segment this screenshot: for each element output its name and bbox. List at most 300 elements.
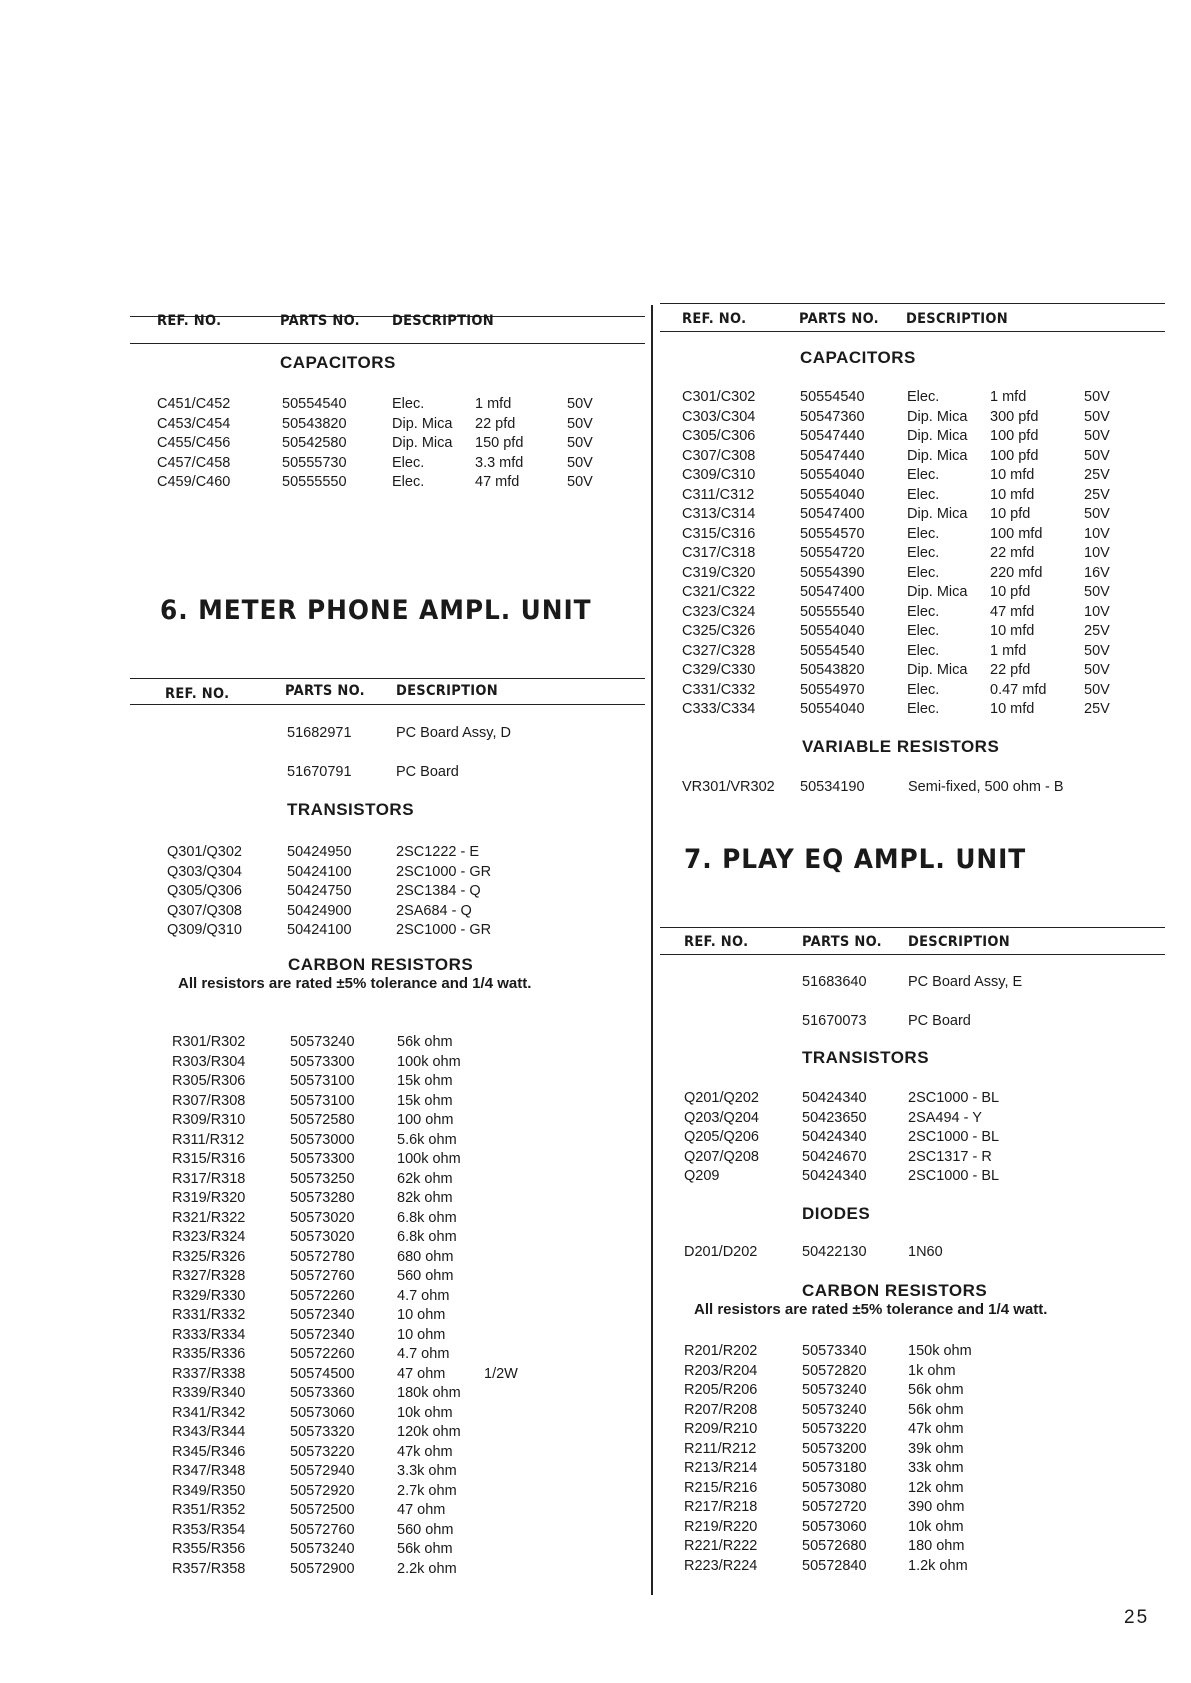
- cell-ref-no: R319/R320: [172, 1190, 246, 1206]
- cell-description: 56k ohm: [908, 1401, 964, 1418]
- cell-ref-no: R223/R224: [684, 1557, 758, 1574]
- cell-description: Semi-fixed, 500 ohm - B: [908, 779, 1064, 795]
- cell-description: 2SC1000 - GR: [396, 863, 492, 880]
- cell-description: 62k ohm: [397, 1170, 453, 1187]
- cell-description: 5.6k ohm: [397, 1131, 457, 1148]
- cell-rating: 25V: [1084, 467, 1110, 483]
- cell-value: 10 mfd: [990, 701, 1035, 717]
- cell-description: Elec.: [907, 623, 940, 639]
- cell-parts-no: 50573300: [290, 1053, 355, 1070]
- cell-ref-no: R307/R308: [172, 1092, 246, 1109]
- cell-parts-no: 50424100: [287, 863, 352, 880]
- col-parts-header: PARTS NO.: [280, 313, 360, 329]
- cell-ref-no: R215/R216: [684, 1479, 758, 1496]
- cell-parts-no: 50547400: [800, 506, 865, 522]
- cell-rating: 50V: [1084, 584, 1110, 600]
- cell-parts-no: 51682971: [287, 725, 352, 741]
- cell-ref-no: VR301/VR302: [682, 779, 775, 795]
- cell-value: 1 mfd: [990, 389, 1027, 405]
- cell-rating: 25V: [1084, 623, 1110, 639]
- cell-description: 6.8k ohm: [397, 1229, 457, 1245]
- cell-ref-no: Q305/Q306: [167, 883, 242, 899]
- cell-ref-no: R351/R352: [172, 1502, 246, 1518]
- cell-parts-no: 50554540: [800, 642, 865, 659]
- cell-value: 0.47 mfd: [990, 681, 1047, 698]
- header-rule-top: [660, 303, 1165, 304]
- cell-ref-no: R203/R204: [684, 1362, 758, 1379]
- cell-ref-no: R325/R326: [172, 1248, 246, 1265]
- cell-description: 47k ohm: [908, 1421, 964, 1437]
- cell-value: 10 pfd: [990, 584, 1031, 600]
- cell-parts-no: 50573220: [802, 1421, 867, 1437]
- cell-description: 4.7 ohm: [397, 1287, 450, 1304]
- cell-value: 1 mfd: [990, 642, 1027, 659]
- cell-parts-no: 50542580: [282, 435, 347, 451]
- capacitors-heading: CAPACITORS: [800, 348, 916, 367]
- cell-parts-no: 50573320: [290, 1424, 355, 1440]
- cell-description: 2SC1317 - R: [908, 1148, 992, 1165]
- cell-parts-no: 50424340: [802, 1129, 867, 1145]
- cell-ref-no: C329/C330: [682, 662, 756, 678]
- cell-ref-no: C305/C306: [682, 428, 756, 444]
- cell-description: Dip. Mica: [907, 506, 968, 522]
- cell-ref-no: R323/R324: [172, 1229, 246, 1245]
- cell-ref-no: R221/R222: [684, 1538, 758, 1554]
- cell-parts-no: 50422130: [802, 1244, 867, 1260]
- cell-parts-no: 50573300: [290, 1151, 355, 1167]
- cell-description: Elec.: [907, 642, 940, 659]
- cell-description: Dip. Mica: [907, 408, 968, 425]
- cell-description: PC Board: [908, 1013, 971, 1029]
- diodes-heading: DIODES: [802, 1204, 871, 1223]
- cell-rating: 10V: [1084, 603, 1110, 620]
- cell-description: 680 ohm: [397, 1248, 454, 1265]
- cell-description: PC Board Assy, E: [908, 974, 1023, 990]
- cell-description: 100k ohm: [397, 1053, 461, 1070]
- cell-parts-no: 50573240: [802, 1382, 867, 1398]
- cell-description: Elec.: [392, 396, 425, 412]
- cell-parts-no: 50573000: [290, 1131, 355, 1148]
- cell-ref-no: R331/R332: [172, 1307, 246, 1323]
- cell-ref-no: Q203/Q204: [684, 1109, 759, 1126]
- cell-rating: 25V: [1084, 701, 1110, 717]
- cell-ref-no: C455/C456: [157, 435, 231, 451]
- cell-description: 33k ohm: [908, 1460, 964, 1476]
- cell-ref-no: R321/R322: [172, 1209, 246, 1226]
- cell-ref-no: C309/C310: [682, 467, 756, 483]
- cell-description: 39k ohm: [908, 1440, 964, 1457]
- cell-ref-no: R345/R346: [172, 1443, 246, 1460]
- cell-description: Elec.: [907, 486, 940, 503]
- cell-description: 10 ohm: [397, 1326, 446, 1343]
- cell-rating: 50V: [567, 474, 593, 490]
- cell-rating: 50V: [1084, 408, 1110, 425]
- col-parts-header: PARTS NO.: [799, 311, 879, 327]
- cell-ref-no: C301/C302: [682, 389, 756, 405]
- cell-ref-no: C307/C308: [682, 447, 756, 464]
- cell-description: 47k ohm: [397, 1443, 453, 1460]
- cell-ref-no: R213/R214: [684, 1460, 758, 1476]
- cell-ref-no: C451/C452: [157, 396, 231, 412]
- cell-parts-no: 50574500: [290, 1365, 355, 1382]
- cell-description: 12k ohm: [908, 1479, 964, 1496]
- cell-ref-no: R353/R354: [172, 1521, 246, 1538]
- col-desc-header: DESCRIPTION: [396, 683, 498, 699]
- cell-description: 6.8k ohm: [397, 1209, 457, 1226]
- cell-description: 2.7k ohm: [397, 1482, 457, 1499]
- cell-rating: 10V: [1084, 525, 1110, 542]
- cell-rating: 50V: [567, 415, 593, 432]
- cell-parts-no: 50572260: [290, 1346, 355, 1362]
- cell-value: 220 mfd: [990, 564, 1043, 581]
- cell-parts-no: 50573060: [290, 1404, 355, 1421]
- cell-description: Dip. Mica: [907, 662, 968, 678]
- cell-description: 56k ohm: [397, 1541, 453, 1557]
- cell-parts-no: 50543820: [282, 415, 347, 432]
- cell-description: Elec.: [392, 474, 425, 490]
- cell-description: 10k ohm: [908, 1518, 964, 1535]
- resistors-note: All resistors are rated ±5% tolerance and 1/4 watt.: [178, 975, 532, 992]
- cell-description: 390 ohm: [908, 1499, 965, 1515]
- cell-description: 2SC1000 - BL: [908, 1129, 1000, 1145]
- cell-parts-no: 50572840: [802, 1557, 867, 1574]
- cell-parts-no: 50424100: [287, 922, 352, 938]
- cell-description: 560 ohm: [397, 1268, 454, 1284]
- section-title: 7. PLAY EQ AMPL. UNIT: [684, 844, 1027, 875]
- cell-rating: 50V: [1084, 428, 1110, 444]
- cell-description: 56k ohm: [908, 1382, 964, 1398]
- cell-parts-no: 50547360: [800, 408, 865, 425]
- cell-parts-no: 50554540: [282, 396, 347, 412]
- cell-value: 22 pfd: [475, 415, 516, 432]
- cell-value: 100 pfd: [990, 447, 1039, 464]
- header-rule-top: [130, 678, 645, 679]
- cell-ref-no: C325/C326: [682, 623, 756, 639]
- cell-parts-no: 50555550: [282, 474, 347, 490]
- cell-ref-no: R201/R202: [684, 1343, 758, 1359]
- cell-ref-no: Q207/Q208: [684, 1148, 759, 1165]
- cell-parts-no: 50573340: [802, 1343, 867, 1359]
- cell-parts-no: 50554040: [800, 467, 865, 483]
- cell-value: 150 pfd: [475, 435, 524, 451]
- cell-value: 300 pfd: [990, 408, 1039, 425]
- cell-rating: 50V: [1084, 642, 1110, 659]
- cell-ref-no: R357/R358: [172, 1560, 246, 1577]
- cell-ref-no: R341/R342: [172, 1404, 246, 1421]
- cell-ref-no: C313/C314: [682, 506, 756, 522]
- cell-ref-no: R309/R310: [172, 1112, 246, 1128]
- cell-description: 15k ohm: [397, 1092, 453, 1109]
- cell-ref-no: R301/R302: [172, 1034, 246, 1050]
- cell-value: 22 pfd: [990, 662, 1031, 678]
- cell-parts-no: 50572760: [290, 1268, 355, 1284]
- cell-parts-no: 50423650: [802, 1109, 867, 1126]
- cell-description: Dip. Mica: [907, 447, 968, 464]
- cell-parts-no: 50572500: [290, 1502, 355, 1518]
- cell-value: 47 mfd: [990, 603, 1035, 620]
- col-desc-header: DESCRIPTION: [906, 311, 1008, 327]
- cell-description: Elec.: [907, 603, 940, 620]
- cell-value: 10 mfd: [990, 486, 1035, 503]
- cell-description: 82k ohm: [397, 1190, 453, 1206]
- cell-ref-no: C459/C460: [157, 474, 231, 490]
- cell-parts-no: 50554390: [800, 564, 865, 581]
- cell-ref-no: C317/C318: [682, 545, 756, 561]
- cell-rating: 10V: [1084, 545, 1110, 561]
- cell-description: Elec.: [907, 467, 940, 483]
- cell-rating: 25V: [1084, 486, 1110, 503]
- cell-rating: 50V: [1084, 389, 1110, 405]
- cell-ref-no: R217/R218: [684, 1499, 758, 1515]
- capacitors-heading: CAPACITORS: [280, 353, 396, 372]
- cell-ref-no: Q209: [684, 1168, 720, 1184]
- cell-description: 2SA684 - Q: [396, 902, 472, 919]
- cell-ref-no: R219/R220: [684, 1518, 758, 1535]
- col-ref-header: REF. NO.: [682, 311, 747, 327]
- header-rule-bottom: [660, 954, 1165, 955]
- cell-parts-no: 50554040: [800, 486, 865, 503]
- cell-value: 100 pfd: [990, 428, 1039, 444]
- cell-parts-no: 50547440: [800, 428, 865, 444]
- cell-description: 150k ohm: [908, 1343, 972, 1359]
- cell-description: Elec.: [907, 681, 940, 698]
- cell-ref-no: C303/C304: [682, 408, 756, 425]
- cell-parts-no: 50534190: [800, 779, 865, 795]
- cell-description: 2.2k ohm: [397, 1560, 457, 1577]
- cell-ref-no: C311/C312: [682, 486, 755, 503]
- cell-description: PC Board Assy, D: [396, 725, 511, 741]
- col-ref-header: REF. NO.: [157, 313, 222, 329]
- cell-parts-no: 50573240: [290, 1541, 355, 1557]
- cell-description: 3.3k ohm: [397, 1463, 457, 1479]
- cell-parts-no: 50573240: [290, 1034, 355, 1050]
- cell-ref-no: C321/C322: [682, 584, 756, 600]
- cell-ref-no: R205/R206: [684, 1382, 758, 1398]
- cell-parts-no: 50572920: [290, 1482, 355, 1499]
- cell-parts-no: 50572820: [802, 1362, 867, 1379]
- cell-ref-no: C333/C334: [682, 701, 756, 717]
- cell-ref-no: C457/C458: [157, 454, 231, 471]
- cell-parts-no: 50555540: [800, 603, 865, 620]
- cell-parts-no: 50554040: [800, 701, 865, 717]
- cell-parts-no: 51670073: [802, 1013, 867, 1029]
- cell-value: 10 pfd: [990, 506, 1031, 522]
- cell-ref-no: C315/C316: [682, 525, 756, 542]
- cell-parts-no: 50573360: [290, 1385, 355, 1401]
- cell-value: 10 mfd: [990, 623, 1035, 639]
- col-desc-header: DESCRIPTION: [908, 934, 1010, 950]
- cell-parts-no: 51683640: [802, 974, 867, 990]
- cell-ref-no: R333/R334: [172, 1326, 246, 1343]
- cell-description: 560 ohm: [397, 1521, 454, 1538]
- resistors-note: All resistors are rated ±5% tolerance and 1/4 watt.: [694, 1301, 1048, 1318]
- cell-parts-no: 50547440: [800, 447, 865, 464]
- cell-rating: 50V: [1084, 662, 1110, 678]
- cell-parts-no: 50573060: [802, 1518, 867, 1535]
- cell-ref-no: R355/R356: [172, 1541, 246, 1557]
- cell-ref-no: R303/R304: [172, 1053, 246, 1070]
- cell-rating: 50V: [1084, 681, 1110, 698]
- cell-ref-no: R315/R316: [172, 1151, 246, 1167]
- cell-parts-no: 50424950: [287, 844, 352, 860]
- cell-parts-no: 50424670: [802, 1148, 867, 1165]
- cell-parts-no: 50573200: [802, 1440, 867, 1457]
- variable-resistors-heading: VARIABLE RESISTORS: [802, 737, 1000, 756]
- cell-parts-no: 50555730: [282, 454, 347, 471]
- cell-parts-no: 50573100: [290, 1073, 355, 1089]
- cell-description: Elec.: [907, 545, 940, 561]
- cell-parts-no: 50554570: [800, 525, 865, 542]
- transistors-heading: TRANSISTORS: [802, 1048, 930, 1067]
- cell-description: 2SC1000 - GR: [396, 922, 492, 938]
- col-parts-header: PARTS NO.: [802, 934, 882, 950]
- cell-parts-no: 50572340: [290, 1307, 355, 1323]
- cell-ref-no: R311/R312: [172, 1131, 245, 1148]
- cell-parts-no: 50554040: [800, 623, 865, 639]
- cell-description: Elec.: [907, 564, 940, 581]
- cell-ref-no: R335/R336: [172, 1346, 246, 1362]
- cell-parts-no: 50424750: [287, 883, 352, 899]
- page-number: 25: [1124, 1607, 1150, 1628]
- cell-description: 180k ohm: [397, 1385, 461, 1401]
- cell-value: 1 mfd: [475, 396, 512, 412]
- cell-parts-no: 50572940: [290, 1463, 355, 1479]
- cell-ref-no: R305/R306: [172, 1073, 246, 1089]
- cell-parts-no: 50572580: [290, 1112, 355, 1128]
- cell-parts-no: 50573180: [802, 1460, 867, 1476]
- cell-parts-no: 50573240: [802, 1401, 867, 1418]
- cell-description: 1k ohm: [908, 1362, 956, 1379]
- cell-ref-no: C453/C454: [157, 415, 231, 432]
- cell-parts-no: 50543820: [800, 662, 865, 678]
- cell-description: 47 ohm: [397, 1502, 446, 1518]
- cell-description: 2SC1000 - BL: [908, 1168, 1000, 1184]
- header-rule-bottom: [130, 343, 645, 344]
- cell-parts-no: 50573020: [290, 1209, 355, 1226]
- cell-ref-no: R211/R212: [684, 1440, 757, 1457]
- cell-parts-no: 50547400: [800, 584, 865, 600]
- cell-ref-no: R329/R330: [172, 1287, 246, 1304]
- cell-ref-no: Q201/Q202: [684, 1090, 759, 1106]
- cell-parts-no: 50424340: [802, 1168, 867, 1184]
- cell-ref-no: C323/C324: [682, 603, 756, 620]
- cell-parts-no: 50573220: [290, 1443, 355, 1460]
- section-title: 6. METER PHONE AMPL. UNIT: [160, 595, 592, 626]
- cell-parts-no: 50573250: [290, 1170, 355, 1187]
- cell-description: Dip. Mica: [392, 435, 453, 451]
- cell-description: 1N60: [908, 1244, 943, 1260]
- cell-value: 22 mfd: [990, 545, 1035, 561]
- cell-value: 3.3 mfd: [475, 454, 524, 471]
- cell-value: 100 mfd: [990, 525, 1043, 542]
- cell-ref-no: R349/R350: [172, 1482, 246, 1499]
- cell-description: 180 ohm: [908, 1538, 965, 1554]
- cell-ref-no: R207/R208: [684, 1401, 758, 1418]
- cell-parts-no: 50572260: [290, 1287, 355, 1304]
- cell-description: 2SA494 - Y: [908, 1109, 982, 1126]
- cell-description: Dip. Mica: [907, 584, 968, 600]
- cell-ref-no: Q309/Q310: [167, 922, 242, 938]
- col-parts-header: PARTS NO.: [285, 683, 365, 699]
- cell-rating: 50V: [1084, 506, 1110, 522]
- cell-description: 2SC1000 - BL: [908, 1090, 1000, 1106]
- cell-description: 2SC1384 - Q: [396, 883, 481, 899]
- cell-ref-no: C331/C332: [682, 681, 756, 698]
- cell-parts-no: 50573280: [290, 1190, 355, 1206]
- cell-value: 47 mfd: [475, 474, 520, 490]
- cell-ref-no: D201/D202: [684, 1244, 758, 1260]
- cell-description: 56k ohm: [397, 1034, 453, 1050]
- cell-description: Dip. Mica: [907, 428, 968, 444]
- header-rule-top: [660, 927, 1165, 928]
- cell-parts-no: 50573100: [290, 1092, 355, 1109]
- cell-description: 100 ohm: [397, 1112, 454, 1128]
- resistors-heading: CARBON RESISTORS: [288, 955, 474, 974]
- cell-description: 10k ohm: [397, 1404, 453, 1421]
- transistors-heading: TRANSISTORS: [287, 800, 415, 819]
- cell-description: Elec.: [907, 389, 940, 405]
- cell-parts-no: 50424340: [802, 1090, 867, 1106]
- cell-parts-no: 50572720: [802, 1499, 867, 1515]
- cell-ref-no: R347/R348: [172, 1463, 246, 1479]
- cell-description: 47 ohm: [397, 1365, 446, 1382]
- col-ref-header: REF. NO.: [165, 686, 230, 702]
- col-ref-header: REF. NO.: [684, 934, 749, 950]
- cell-description: 1.2k ohm: [908, 1557, 968, 1574]
- cell-description: 100k ohm: [397, 1151, 461, 1167]
- cell-description: 15k ohm: [397, 1073, 453, 1089]
- cell-rating: 50V: [1084, 447, 1110, 464]
- cell-rating: 50V: [567, 435, 593, 451]
- cell-description: PC Board: [396, 763, 459, 780]
- cell-ref-no: Q303/Q304: [167, 863, 242, 880]
- cell-rating: 16V: [1084, 564, 1110, 581]
- cell-ref-no: R337/R338: [172, 1365, 246, 1382]
- cell-value: 10 mfd: [990, 467, 1035, 483]
- cell-parts-no: 50572780: [290, 1248, 355, 1265]
- col-desc-header: DESCRIPTION: [392, 313, 494, 329]
- cell-parts-no: 50573080: [802, 1479, 867, 1496]
- cell-ref-no: R339/R340: [172, 1385, 246, 1401]
- resistors-heading: CARBON RESISTORS: [802, 1281, 988, 1300]
- cell-parts-no: 50554970: [800, 681, 865, 698]
- cell-description: 10 ohm: [397, 1307, 446, 1323]
- cell-rating: 50V: [567, 396, 593, 412]
- cell-ref-no: C319/C320: [682, 564, 756, 581]
- cell-ref-no: R209/R210: [684, 1421, 758, 1437]
- cell-parts-no: 50572680: [802, 1538, 867, 1554]
- cell-ref-no: Q301/Q302: [167, 844, 242, 860]
- cell-parts-no: 50572760: [290, 1521, 355, 1538]
- header-rule-bottom: [660, 331, 1165, 332]
- cell-description: 2SC1222 - E: [396, 844, 480, 860]
- cell-parts-no: 50573020: [290, 1229, 355, 1245]
- cell-description: 120k ohm: [397, 1424, 461, 1440]
- cell-parts-no: 50424900: [287, 902, 352, 919]
- cell-ref-no: R317/R318: [172, 1170, 246, 1187]
- cell-ref-no: R327/R328: [172, 1268, 246, 1284]
- cell-parts-no: 51670791: [287, 763, 352, 780]
- cell-value: 1/2W: [484, 1365, 518, 1382]
- column-divider: [651, 305, 653, 1595]
- cell-parts-no: 50554720: [800, 545, 865, 561]
- cell-description: Dip. Mica: [392, 415, 453, 432]
- cell-ref-no: Q205/Q206: [684, 1129, 759, 1145]
- cell-rating: 50V: [567, 454, 593, 471]
- cell-ref-no: R343/R344: [172, 1424, 246, 1440]
- cell-parts-no: 50572340: [290, 1326, 355, 1343]
- cell-ref-no: Q307/Q308: [167, 902, 242, 919]
